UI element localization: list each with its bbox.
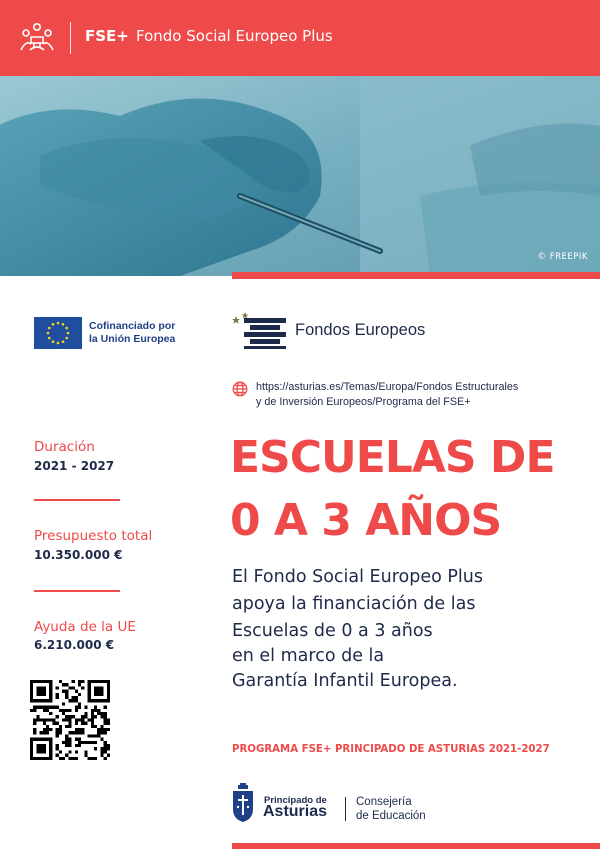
fondos-europeos-text: Fondos Europeos: [295, 321, 426, 339]
hero-photo: [0, 76, 600, 276]
accent-rule: [232, 272, 600, 279]
program-url-line-1[interactable]: https://asturias.es/Temas/Europa/Fondos Estructurales: [256, 381, 519, 393]
people-meeting-icon: [20, 22, 54, 54]
fondos-europeos-logo-icon: [232, 310, 288, 350]
header-acronym: FSE+: [85, 27, 129, 45]
description-line: en el marco de la: [232, 646, 385, 666]
bottom-accent-rule: [232, 843, 600, 849]
description-line: apoya la financiación de las: [232, 594, 476, 614]
eu-line-1: Cofinanciado por: [89, 320, 176, 332]
eu-line-2: la Unión Europea: [89, 333, 176, 345]
fact-separator: [34, 590, 120, 592]
asturias-label: Asturias: [263, 803, 328, 820]
eu-aid-label: Ayuda de la UE: [34, 619, 136, 635]
eu-cofinancing-text: [89, 320, 175, 346]
programme-caption: PROGRAMA FSE+ PRINCIPADO DE ASTURIAS 2021-2027: [232, 744, 550, 755]
duration-value: 2021 - 2027: [34, 459, 115, 473]
fact-separator: [34, 499, 120, 501]
description-line: Escuelas de 0 a 3 años: [232, 621, 433, 641]
photo-credit: © FREEPIK: [537, 252, 588, 262]
qr-code-icon[interactable]: [30, 680, 110, 760]
department-line-1: Consejería: [356, 796, 412, 808]
eu-aid-value: 6.210.000 €: [34, 638, 115, 652]
department-line-2: de Educación: [356, 810, 426, 822]
asturias-coat-of-arms-icon: [232, 783, 254, 823]
budget-label: Presupuesto total: [34, 528, 153, 544]
description-line: Garantía Infantil Europea.: [232, 671, 458, 691]
main-title-line-2: 0 A 3 AÑOS: [230, 495, 502, 546]
description-line: El Fondo Social Europeo Plus: [232, 567, 483, 587]
budget-value: 10.350.000 €: [34, 548, 123, 562]
header-bar: [0, 0, 600, 76]
header-title: Fondo Social Europeo Plus: [136, 27, 333, 45]
footer-divider: [345, 797, 346, 821]
globe-icon: [232, 381, 248, 397]
eu-flag-icon: [34, 317, 82, 349]
main-title-line-1: ESCUELAS DE: [230, 432, 555, 483]
header-divider: [70, 22, 71, 54]
program-url-line-2[interactable]: y de Inversión Europeos/Programa del FSE+: [256, 396, 471, 408]
duration-label: Duración: [34, 439, 95, 455]
principado-label: Principado de: [264, 795, 327, 806]
